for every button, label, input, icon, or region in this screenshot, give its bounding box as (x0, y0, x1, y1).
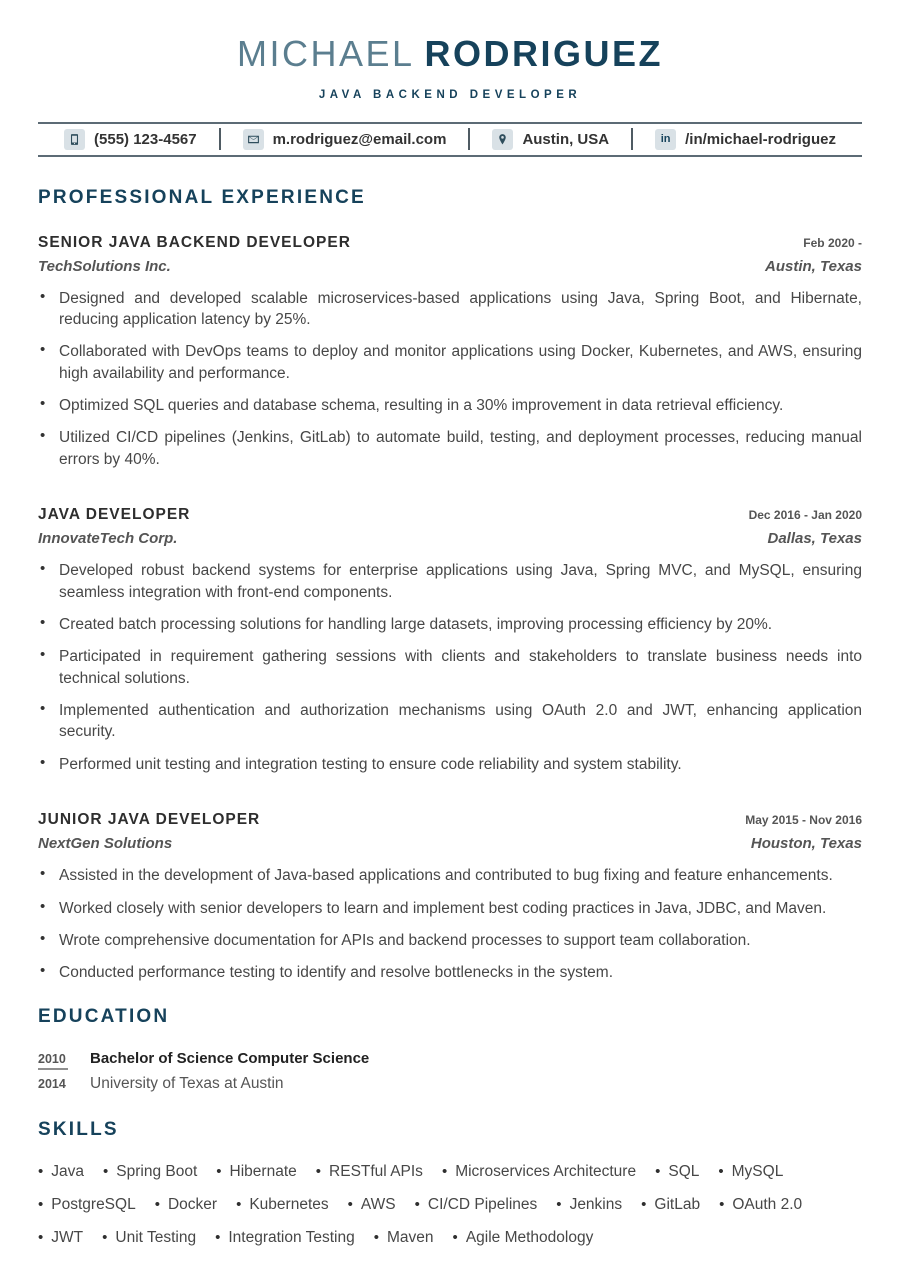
skill-label: • Java (51, 1162, 85, 1180)
job-bullet (38, 395, 862, 416)
skill-item (415, 1196, 538, 1214)
skill-label: • AWS (360, 1195, 396, 1213)
job-dates: Dec 2016 - Jan 2020 (748, 508, 862, 523)
job-bullets (38, 288, 862, 471)
skill-item (348, 1196, 396, 1214)
job-bullet (38, 962, 862, 983)
job-entry (38, 234, 862, 471)
skill-label: • Unit Testing (115, 1228, 197, 1246)
skill-label: • Kubernetes (249, 1195, 329, 1213)
skill-label: • Microservices Architecture (455, 1162, 637, 1180)
linkedin-icon-text: in (660, 132, 671, 145)
job-dates: May 2015 - Nov 2016 (745, 813, 862, 828)
job-bullet (38, 930, 862, 951)
job-subheader-row (38, 258, 862, 275)
skill-label: • PostgreSQL (51, 1195, 136, 1213)
job-bullet (38, 341, 862, 384)
skill-item (216, 1163, 296, 1181)
email-icon (243, 129, 264, 150)
contact-email (243, 129, 447, 150)
job-location: Houston, Texas (750, 835, 862, 853)
contact-separator (468, 128, 470, 150)
skill-label: • MySQL (731, 1162, 784, 1180)
education-end-year: 2014 (38, 1076, 66, 1091)
linkedin-icon (655, 129, 676, 150)
job-bullet-text: Worked closely with senior developers to learn and implement best coding practices in Java, JDBC, and Maven. (59, 899, 827, 917)
job-company: InnovateTech Corp. (38, 530, 178, 548)
section-experience (38, 187, 862, 984)
skill-label: • Maven (387, 1228, 434, 1246)
job-bullet-text: Created batch processing solutions for handling large datasets, improving processing efficiency by 20%. (59, 615, 773, 633)
job-bullet (38, 614, 862, 635)
skill-item (103, 1163, 197, 1181)
skill-label: • Jenkins (569, 1195, 623, 1213)
job-bullet-text: Designed and developed scalable microservices-based applications using Java, Spring Boot, and Hibernate, reducing application latency by 25%. (59, 289, 862, 328)
job-bullet-text: Optimized SQL queries and database schema, resulting in a 30% improvement in data retrieval efficiency. (59, 397, 784, 415)
job-bullet-text: Assisted in the development of Java-based applications and contributed to bug fixing and feature enhancements. (59, 867, 833, 885)
skill-item (38, 1163, 84, 1181)
skills-list (38, 1163, 862, 1247)
location-text: Austin, USA (522, 130, 610, 148)
contact-phone (64, 129, 197, 150)
candidate-name (38, 34, 862, 74)
skill-label: • SQL (668, 1162, 700, 1180)
section-education (38, 1006, 862, 1093)
job-location: Dallas, Texas (767, 530, 862, 548)
job-bullet-text: Utilized CI/CD pipelines (Jenkins, GitLab) to automate build, testing, and deployment processes, reducing manual errors by 40%. (59, 429, 862, 468)
skills-heading: SKILLS (38, 1118, 119, 1140)
education-start-year: 2010 (38, 1052, 68, 1070)
skill-item (316, 1163, 423, 1181)
job-entry (38, 811, 862, 984)
job-company: NextGen Solutions (38, 835, 173, 853)
candidate-first-name: MICHAEL (236, 33, 415, 74)
skill-item (374, 1229, 434, 1247)
job-title: SENIOR JAVA BACKEND DEVELOPER (38, 233, 351, 251)
job-header-row (38, 506, 862, 524)
job-bullet (38, 700, 862, 743)
job-bullet (38, 288, 862, 331)
skill-label: • CI/CD Pipelines (427, 1195, 538, 1213)
candidate-last-name: RODRIGUEZ (424, 33, 664, 74)
job-subheader-row (38, 530, 862, 547)
phone-number: (555) 123-4567 (94, 130, 197, 148)
job-header-row (38, 811, 862, 829)
skill-label: • Spring Boot (116, 1162, 198, 1180)
job-header-row (38, 234, 862, 252)
phone-icon (64, 129, 85, 150)
education-degree: Bachelor of Science Computer Science (90, 1049, 370, 1067)
education-heading: EDUCATION (38, 1005, 170, 1027)
job-bullet-text: Wrote comprehensive documentation for APIs and backend processes to support team collaboration. (59, 931, 751, 949)
job-bullet-text: Developed robust backend systems for enterprise applications using Java, Spring MVC, and MySQL, ensuring seamless integration with front-end components. (59, 562, 862, 601)
job-dates: Feb 2020 - (803, 235, 862, 250)
job-bullet (38, 898, 862, 919)
skill-item (155, 1196, 217, 1214)
skill-item (556, 1196, 622, 1214)
job-bullet (38, 754, 862, 775)
contact-location (492, 129, 609, 150)
location-icon (492, 129, 513, 150)
section-skills (38, 1119, 862, 1247)
job-title: JAVA DEVELOPER (38, 506, 191, 524)
skill-label: • Integration Testing (228, 1228, 355, 1246)
candidate-job-title: JAVA BACKEND DEVELOPER (318, 88, 582, 101)
job-location: Austin, Texas (765, 257, 862, 275)
contact-linkedin (655, 129, 836, 150)
skill-label: • Agile Methodology (465, 1228, 594, 1246)
email-address: m.rodriguez@email.com (272, 130, 447, 148)
job-bullet (38, 646, 862, 689)
job-entry (38, 506, 862, 775)
skill-item (453, 1229, 594, 1247)
job-bullet-text: Participated in requirement gathering sessions with clients and stakeholders to translate business needs into technical solutions. (59, 648, 862, 687)
skill-item (718, 1163, 783, 1181)
jobs-list (38, 234, 862, 984)
education-entry (38, 1050, 862, 1093)
linkedin-handle: /in/michael-rodriguez (685, 130, 836, 148)
job-bullet-text: Conducted performance testing to identify and resolve bottlenecks in the system. (59, 964, 613, 982)
contact-separator (631, 128, 633, 150)
job-subheader-row (38, 835, 862, 852)
job-bullet-text: Collaborated with DevOps teams to deploy and monitor applications using Docker, Kubernetes, and AWS, ensuring high availability and performance. (59, 343, 862, 382)
skill-item (102, 1229, 196, 1247)
job-bullet (38, 427, 862, 470)
skill-label: • GitLab (654, 1195, 701, 1213)
job-bullet (38, 865, 862, 886)
skill-item (215, 1229, 355, 1247)
education-school: University of Texas at Austin (90, 1074, 284, 1092)
job-bullet-text: Implemented authentication and authorization mechanisms using OAuth 2.0 and JWT, enhancing application security. (59, 702, 862, 741)
skill-item (236, 1196, 329, 1214)
job-bullets (38, 865, 862, 984)
contact-bar (38, 122, 862, 157)
skill-item (655, 1163, 699, 1181)
skill-label: • Hibernate (229, 1162, 297, 1180)
skill-item (38, 1229, 83, 1247)
contact-separator (219, 128, 221, 150)
skill-item (719, 1196, 802, 1214)
skill-item (442, 1163, 636, 1181)
job-title: JUNIOR JAVA DEVELOPER (38, 811, 261, 829)
job-bullet (38, 560, 862, 603)
job-company: TechSolutions Inc. (38, 257, 171, 275)
resume-header (38, 34, 862, 101)
skill-item (641, 1196, 700, 1214)
skill-label: • RESTful APIs (329, 1162, 423, 1180)
skill-label: • JWT (51, 1228, 84, 1246)
experience-heading: PROFESSIONAL EXPERIENCE (38, 186, 366, 208)
skill-label: • OAuth 2.0 (732, 1195, 803, 1213)
job-bullets (38, 560, 862, 775)
skill-item (38, 1196, 136, 1214)
skill-label: • Docker (167, 1195, 218, 1213)
job-bullet-text: Performed unit testing and integration testing to ensure code reliability and system stability. (59, 755, 682, 773)
